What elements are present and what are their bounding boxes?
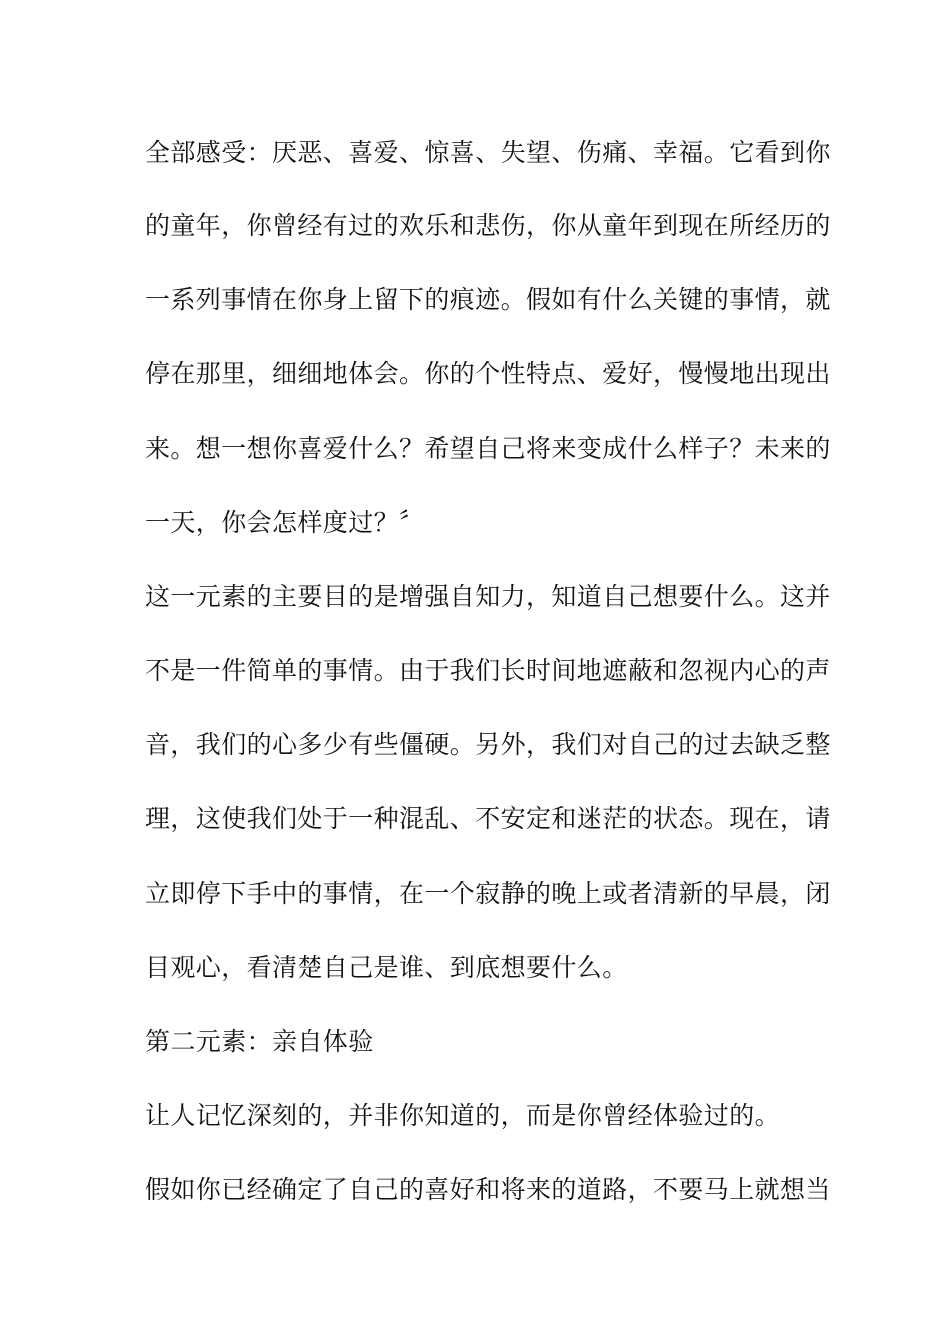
text-line-5: 来。想一想你喜爱什么？希望自己将来变成什么样子？未来的 (145, 434, 831, 463)
text-line-7: 这一元素的主要目的是增强自知力，知道自己想要什么。这并 (145, 582, 831, 611)
text-line-2: 的童年，你曾经有过的欢乐和悲伤，你从童年到现在所经历的 (145, 211, 831, 240)
text-line-12: 目观心，看清楚自己是谁、到底想要什么。 (145, 953, 628, 982)
text-line-3: 一系列事情在你身上留下的痕迹。假如有什么关键的事情，就 (145, 285, 831, 314)
section-heading: 第二元素：亲自体验 (145, 1027, 374, 1056)
text-line-11: 立即停下手中的事情，在一个寂静的晚上或者清新的早晨，闭 (145, 879, 831, 908)
text-line-9: 音，我们的心多少有些僵硬。另外，我们对自己的过去缺乏整 (145, 730, 831, 759)
text-line-6: 一天，你会怎样度过？〞 (145, 508, 425, 537)
text-line-4: 停在那里，细细地体会。你的个性特点、爱好，慢慢地出现出 (145, 359, 831, 388)
text-line-14: 让人记忆深刻的，并非你知道的，而是你曾经体验过的。 (145, 1101, 781, 1130)
text-line-10: 理，这使我们处于一种混乱、不安定和迷茫的状态。现在，请 (145, 804, 831, 833)
text-line-1: 全部感受：厌恶、喜爱、惊喜、失望、伤痛、幸福。它看到你 (145, 138, 831, 167)
text-line-15: 假如你已经确定了自己的喜好和将来的道路，不要马上就想当 (145, 1175, 831, 1204)
text-line-8: 不是一件简单的事情。由于我们长时间地遮蔽和忽视内心的声 (145, 656, 831, 685)
